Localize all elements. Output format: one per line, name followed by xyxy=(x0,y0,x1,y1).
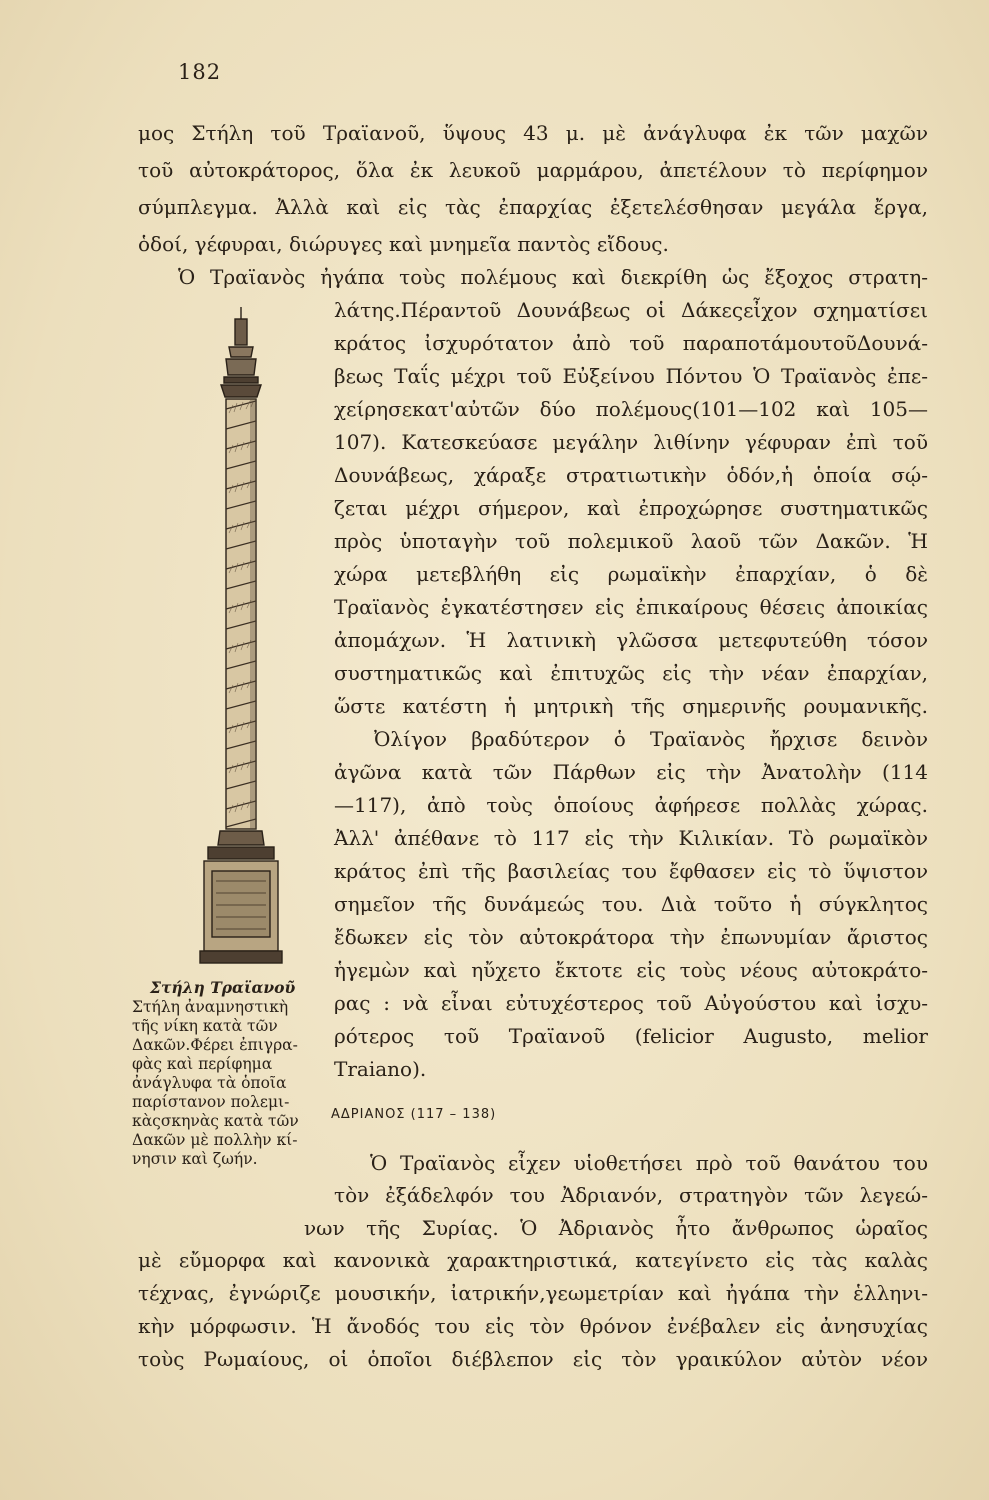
text-line: σημεῖον τῆς δυνάμεώς του. Διὰ τοῦτο ἡ σύγκλητος xyxy=(334,892,928,916)
text-line: τοὺς Ρωμαίους, οἱ ὁποῖοι διέβλεπον εἰς τὸν γραικύλον αὐτὸν νέον xyxy=(138,1347,928,1371)
text-line: βεως Ταΐς μέχρι τοῦ Εὐξείνου Πόντου Ὁ Τραϊανὸς ἐπε- xyxy=(334,364,928,388)
trajan-column-illustration xyxy=(196,305,286,965)
text-line: κράτος ἰσχυρότατον ἀπὸ τοῦ παραποτάμουτοῦΔουνά- xyxy=(334,331,928,355)
text-line: Δουνάβεως, χάραξε στρατιωτικὴν ὁδόν,ἡ ὁποία σῴ- xyxy=(334,463,928,487)
figure-caption-line: Δακῶν.Φέρει ἐπιγρα- xyxy=(132,1036,298,1054)
figure-caption-line: ἀνάγλυφα τὰ ὁποῖα xyxy=(132,1074,287,1092)
text-line: ζεται μέχρι σήμερον, καὶ ἐπροχώρησε συστηματικῶς xyxy=(334,496,928,520)
text-line: κράτος ἐπὶ τῆς βασιλείας του ἔφθασεν εἰς τὸ ὕψιστον xyxy=(334,859,928,883)
text-line: Ἀλλ' ἀπέθανε τὸ 117 εἰς τὴν Κιλικίαν. Τὸ ρωμαϊκὸν xyxy=(334,826,928,850)
text-line: Ὁ Τραϊανὸς ἠγάπα τοὺς πολέμους καὶ διεκρίθη ὡς ἔξοχος στρατη- xyxy=(178,265,928,289)
text-line: Ὁ Τραϊανὸς εἶχεν υἱοθετήσει πρὸ τοῦ θανάτου του xyxy=(370,1151,928,1175)
text-line: ρας : νὰ εἶναι εὐτυχέστερος τοῦ Αὐγούστου καὶ ἰσχυ- xyxy=(334,991,928,1015)
text-line: τοῦ αὐτοκράτορος, ὅλα ἐκ λευκοῦ μαρμάρου, ἀπετέλουν τὸ περίφημον xyxy=(138,158,928,182)
figure-caption-line: Στήλη ἀναμνηστικὴ xyxy=(132,998,289,1016)
text-line: συστηματικῶς καὶ ἐπιτυχῶς εἰς τὴν νέαν ἐπαρχίαν, xyxy=(334,661,928,685)
text-line: τέχνας, ἐγνώριζε μουσικήν, ἰατρικήν,γεωμετρίαν καὶ ἠγάπα τὴν ἑλληνι- xyxy=(138,1281,928,1305)
text-line: ἀγῶνα κατὰ τῶν Πάρθων εἰς τὴν Ἀνατολὴν (114 xyxy=(334,760,928,784)
text-line: ρότερος τοῦ Τραϊανοῦ (felicior Augusto, melior xyxy=(334,1024,928,1048)
text-line: —117), ἀπὸ τοὺς ὁποίους ἀφήρεσε πολλὰς χώρας. xyxy=(334,793,928,817)
text-line: χώρα μετεβλήθη εἰς ρωμαϊκὴν ἐπαρχίαν, ὁ δὲ xyxy=(334,562,928,586)
text-line: κὴν μόρφωσιν. Ἡ ἄνοδός του εἰς τὸν θρόνον ἐνέβαλεν εἰς ἀνησυχίας xyxy=(138,1314,928,1338)
text-line: σύμπλεγμα. Ἀλλὰ καὶ εἰς τὰς ἐπαρχίας ἐξετελέσθησαν μεγάλα ἔργα, xyxy=(138,195,928,219)
page-number: 182 xyxy=(178,60,222,84)
figure-caption-title: Στήλη Τραϊανοῦ xyxy=(150,978,296,997)
figure-caption-line: τῆς νίκη κατὰ τῶν xyxy=(132,1017,278,1035)
figure-caption-line: νησιν καὶ ζωήν. xyxy=(132,1150,258,1168)
section-heading: ΑΔΡΙΑΝΟΣ (117 – 138) xyxy=(331,1107,497,1122)
text-line: νων τῆς Συρίας. Ὁ Ἀδριανὸς ἦτο ἄνθρωπος ὡραῖος xyxy=(304,1216,928,1240)
text-line: ἡγεμὼν καὶ ηὔχετο ἔκτοτε εἰς τοὺς νέους αὐτοκράτο- xyxy=(334,958,928,982)
text-line: ὁδοί, γέφυραι, διώρυγες καὶ μνημεῖα παντὸς εἴδους. xyxy=(138,232,669,256)
text-line: μὲ εὔμορφα καὶ κανονικὰ χαρακτηριστικά, κατεγίνετο εἰς τὰς καλὰς xyxy=(138,1248,928,1272)
text-line: Τραϊανὸς ἐγκατέστησεν εἰς ἐπικαίρους θέσεις ἀποικίας xyxy=(334,595,928,619)
text-line: χείρησεκατ'αὐτῶν δύο πολέμους(101—102 καὶ 105— xyxy=(334,397,928,421)
figure-caption-line: Δακῶν μὲ πολλὴν κί- xyxy=(132,1131,298,1149)
text-line: 107). Κατεσκεύασε μεγάλην λιθίνην γέφυραν ἐπὶ τοῦ xyxy=(334,430,928,454)
text-line: λάτης.Πέραντοῦ Δουνάβεως οἱ Δάκεςεἶχον σχηματίσει xyxy=(334,298,928,322)
text-line: ἔδωκεν εἰς τὸν αὐτοκράτορα τὴν ἐπωνυμίαν ἄριστος xyxy=(334,925,928,949)
text-line: ὥστε κατέστη ἡ μητρικὴ τῆς σημερινῆς ρουμανικῆς. xyxy=(334,694,928,718)
text-line: Ὀλίγον βραδύτερον ὁ Τραϊανὸς ἤρχισε δεινὸν xyxy=(374,727,928,751)
text-line: μος Στήλη τοῦ Τραϊανοῦ, ὕψους 43 μ. μὲ ἀνάγλυφα ἐκ τῶν μαχῶν xyxy=(138,121,928,145)
figure-caption-line: παρίστανον πολεμι- xyxy=(132,1093,290,1111)
figure-caption-line: φὰς καὶ περίφημα xyxy=(132,1055,273,1073)
text-line: Traiano). xyxy=(334,1057,427,1081)
text-line: τὸν ἐξάδελφόν του Ἀδριανόν, στρατηγὸν τῶν λεγεώ- xyxy=(334,1183,928,1207)
text-line: ἀπομάχων. Ἡ λατινικὴ γλῶσσα μετεφυτεύθη τόσον xyxy=(334,628,928,652)
text-line: πρὸς ὑποταγὴν τοῦ πολεμικοῦ λαοῦ τῶν Δακῶν. Ἡ xyxy=(334,529,928,553)
figure-caption-line: κὰςσκηνὰς κατὰ τῶν xyxy=(132,1112,299,1130)
